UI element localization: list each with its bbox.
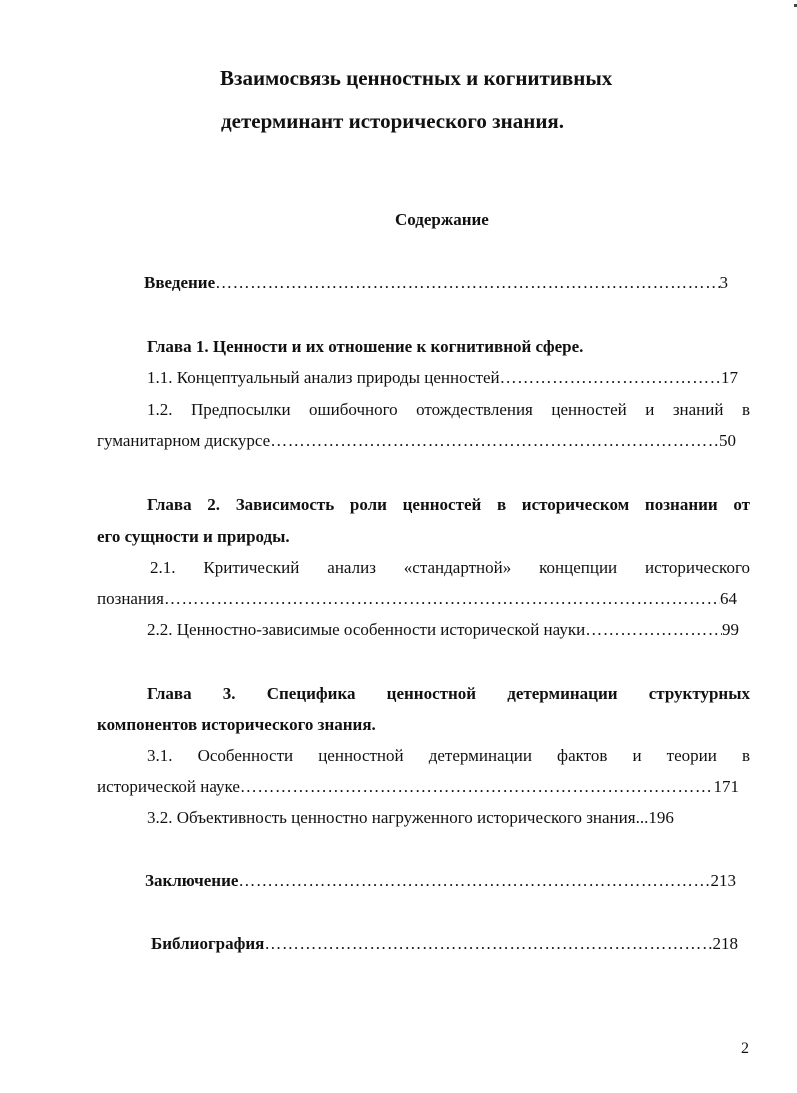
toc-entry-1-2[interactable] [97,431,736,451]
toc-entry-1-1[interactable] [147,368,738,388]
toc-2-2-label: 2.2. Ценностно-зависимые особенности исторической науки [147,620,586,639]
toc-3-1-line1[interactable]: 3.1. Особенности ценностной детерминации фактов и теории в [147,746,750,765]
toc-entry-2-1[interactable] [97,589,737,609]
toc-1-2-page: 50 [719,431,736,450]
dot-leader [585,620,722,640]
toc-intro-page: 3 [719,273,728,292]
toc-2-2-page: 99 [722,620,739,639]
toc-3-2-label: 3.2. Объективность ценностно нагруженного исторического знания... [147,808,649,827]
toc-conclusion-page: 213 [710,871,736,890]
toc-3-1-label: исторической науке [97,777,240,796]
document-title-line1: Взаимосвязь ценностных и когнитивных [220,66,613,90]
toc-1-2-line1[interactable]: 1.2. Предпосылки ошибочного отождествления ценностей и знаний в [147,400,750,419]
dot-leader [264,934,712,954]
dot-leader [215,273,719,293]
toc-entry-3-1[interactable] [97,777,739,797]
toc-3-2-page: 196 [648,808,674,827]
dot-leader [238,871,710,891]
toc-bibliography-label: Библиография [151,934,265,953]
toc-2-1-line1[interactable]: 2.1. Критический анализ «стандартной» концепции исторического [150,558,750,577]
toc-entry-3-2[interactable] [147,808,674,828]
toc-bibliography-page: 218 [712,934,738,953]
toc-3-1-page: 171 [713,777,739,796]
page-number: 2 [741,1040,749,1057]
dot-leader [270,431,719,451]
chapter1-title: Глава 1. Ценности и их отношение к когнитивной сфере. [147,337,584,356]
chapter2-title-line2: его сущности и природы. [97,527,290,546]
dot-leader [164,589,720,609]
dot-leader [500,368,721,388]
chapter3-title-line1: Глава 3. Специфика ценностной детерминации структурных [147,684,750,703]
toc-1-1-page: 17 [721,368,738,387]
toc-conclusion-label: Заключение [145,871,239,890]
contents-heading: Содержание [395,210,489,229]
toc-1-2-label: гуманитарном дискурсе [97,431,271,450]
document-title-line2: детерминант исторического знания. [221,109,565,133]
toc-entry-2-2[interactable] [147,620,739,640]
dot-leader [240,777,714,797]
toc-entry-intro[interactable] [144,273,728,293]
toc-1-1-label: 1.1. Концептуальный анализ природы ценностей [147,368,500,387]
toc-2-1-page: 64 [720,589,737,608]
chapter3-title-line2: компонентов исторического знания. [97,715,376,734]
chapter2-title-line1: Глава 2. Зависимость роли ценностей в историческом познании от [147,495,750,514]
toc-entry-bibliography[interactable] [151,934,738,954]
toc-2-1-label: познания [97,589,164,608]
toc-intro-label: Введение [144,273,216,292]
toc-entry-conclusion[interactable] [145,871,736,891]
